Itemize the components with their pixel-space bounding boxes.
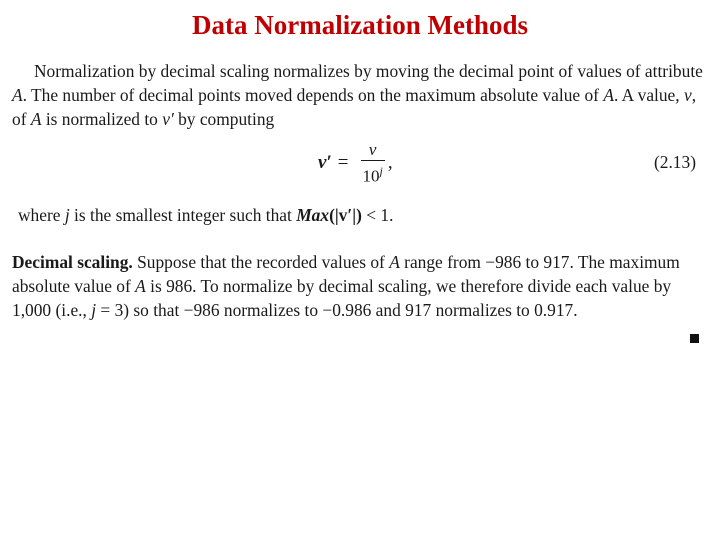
attribute-symbol: A — [389, 252, 400, 272]
normalized-value-symbol: v′ — [162, 109, 174, 129]
attribute-symbol: A — [12, 85, 23, 105]
equation-row — [0, 140, 720, 188]
text-segment: Suppose that the recorded values of — [132, 252, 390, 272]
value-symbol: v — [683, 85, 692, 105]
text-segment: = 3) so that −986 normalizes to −0.986 and 917 normalizes to 0.917. — [96, 300, 578, 320]
text-segment: is the smallest integer such that — [69, 205, 297, 225]
equation — [318, 140, 393, 186]
text-segment: Normalization by decimal scaling normalizes by moving the decimal point of values of attribute — [34, 61, 703, 81]
denominator-exponent: j — [379, 163, 383, 178]
definition-paragraph — [12, 59, 712, 131]
equals-sign: = — [337, 152, 349, 173]
equation-lhs: v′ — [318, 152, 332, 173]
text-segment: is normalized to — [41, 109, 163, 129]
fraction-numerator: v — [368, 139, 377, 159]
attribute-symbol: A — [135, 276, 146, 296]
example-lead: Decimal scaling. — [12, 252, 133, 272]
j-symbol: j — [64, 205, 70, 225]
equation-number: (2.13) — [653, 152, 696, 172]
abs-expression: (|v′|) — [329, 205, 362, 225]
equation-comma: , — [387, 152, 393, 173]
j-symbol: j — [91, 300, 97, 320]
fraction-denominator — [361, 160, 385, 187]
text-segment: by computing — [173, 109, 275, 129]
text-segment: range from −986 to 917. The maximum absolute value of — [12, 252, 680, 296]
condition-paragraph — [18, 203, 718, 227]
text-segment: . A value, — [613, 85, 684, 105]
attribute-symbol: A — [30, 109, 42, 129]
end-of-example-square — [690, 334, 699, 343]
text-segment: < 1. — [361, 205, 394, 225]
text-segment: . The number of decimal points moved depends on the maximum absolute value of — [22, 85, 604, 105]
text-segment: is 986. To normalize by decimal scaling, we therefore divide each value by 1,000 (i.e., — [12, 276, 672, 320]
example-paragraph — [12, 250, 712, 322]
max-function: Max — [296, 205, 330, 225]
text-segment: where — [18, 205, 65, 225]
fraction — [361, 140, 385, 187]
denominator-base: 10 — [362, 166, 380, 186]
attribute-symbol: A — [603, 85, 614, 105]
slide-title: Data Normalization Methods — [192, 10, 528, 40]
text-segment: , of — [12, 85, 697, 129]
